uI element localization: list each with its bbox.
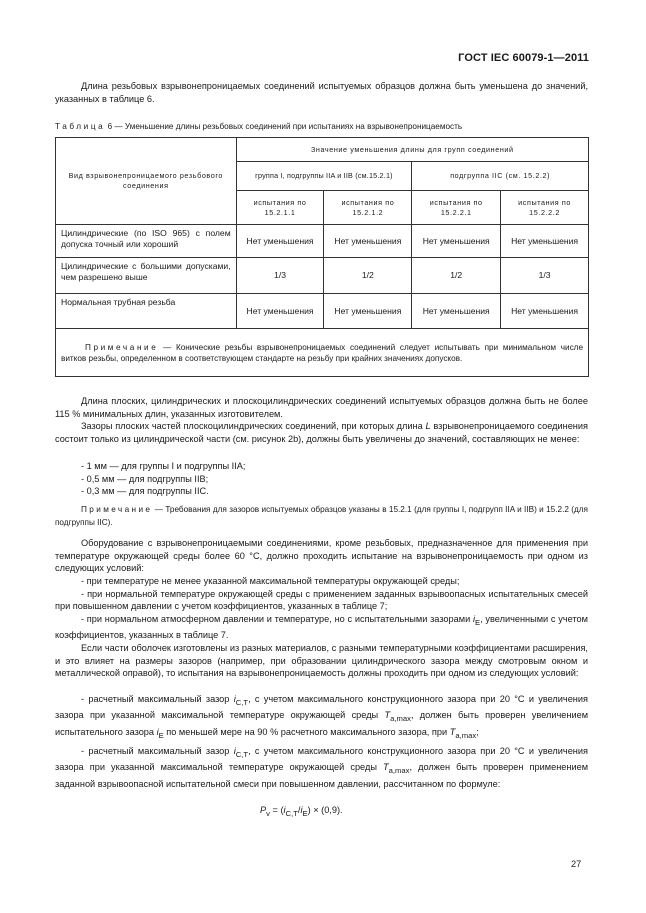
table-cell: 1/2	[412, 258, 501, 294]
text: , с учетом максимального конструкционного зазора при 20 °C и увеличения зазора при указанной максимальной температуре окружающей среды	[55, 746, 588, 773]
formula-text: ) × (0,9).	[307, 805, 343, 815]
text: , должен быть проверен применением заданной взрывоопасной испытательной смеси при повышенном давлении, рассчитанном по формуле:	[55, 762, 589, 789]
formula-text: /	[297, 805, 301, 815]
table-row	[56, 225, 589, 258]
table-cell: Нет уменьшения	[324, 225, 412, 258]
gap-list	[81, 460, 581, 498]
table-cell: 1/3	[501, 258, 589, 294]
table-note-label: Примечание	[85, 342, 159, 352]
symbol-i: i	[283, 805, 286, 815]
subscript: C,T	[235, 749, 249, 759]
table-cell: 1/2	[324, 258, 412, 294]
paragraph-lengths: Длина плоских, цилиндрических и плоскоцилиндрических соединений испытуемых образцов должна быть не более 115 % минимальных длин, указанных изготовителем.	[55, 396, 588, 419]
subscript: a,max	[388, 766, 410, 776]
subscript: C,T	[235, 697, 249, 707]
table-cell: Нет уменьшения	[236, 294, 324, 329]
list-item	[55, 613, 588, 642]
text: - расчетный максимальный зазор	[81, 746, 234, 756]
text: , с учетом максимального конструкционного зазора при 20 °C и увеличения зазора при указанной максимальной температуре окружающей среды	[55, 694, 588, 721]
table-header-group1: группа I, подгруппы IIA и IIB (см.15.2.1)	[236, 162, 412, 191]
subscript: E	[475, 617, 481, 627]
calc-condition-2	[55, 745, 588, 790]
page-number: 27	[571, 859, 582, 869]
subscript: v	[266, 808, 270, 818]
table-cell: Нет уменьшения	[324, 294, 412, 329]
condition-list	[55, 575, 588, 642]
list-item: - при нормальной температуре окружающей среды с применением заданных взрывоопасных испытательных смесей при повышенном давлении с учетом коэффициентов, указанных в таблице 7;	[55, 588, 588, 612]
table-cell: 1/3	[236, 258, 324, 294]
symbol-t: T	[384, 710, 391, 721]
list-item: - при температуре не менее указанной максимальной температуры окружающей среды;	[81, 576, 460, 586]
text: ;	[476, 726, 479, 737]
intro-paragraph: Длина резьбовых взрывонепроницаемых соединений испытуемых образцов должна быть уменьшена до значений, указанных в таблице 6.	[55, 81, 588, 104]
symbol-p: P	[260, 805, 267, 815]
paragraph-gaps-text: Зазоры плоских частей плоскоцилиндрических соединений, при которых длина	[81, 421, 426, 431]
table-subheader: испытания по 15.2.2.1	[412, 191, 501, 225]
calc-condition-1	[55, 693, 588, 742]
table-cell: Нет уменьшения	[501, 294, 589, 329]
symbol-i: i	[472, 613, 475, 624]
paragraph-equipment: Оборудование с взрывонепроницаемыми соединениями, кроме резьбовых, предназначенное для применения при температуре окружающей среды более 60 °C, должно проходить испытание на взрывонепроницаемость при одном из следующих условий:	[55, 538, 588, 574]
table-cell: Нет уменьшения	[412, 225, 501, 258]
table-note	[56, 329, 589, 377]
subscript: E	[302, 808, 308, 818]
table-header-type: Вид взрывонепроницаемого резьбового соединения	[56, 138, 237, 225]
list-item: - 0,3 мм — для подгруппы IIC.	[81, 486, 209, 497]
table-header-span: Значение уменьшения длины для групп соединений	[236, 138, 588, 162]
paragraph-gaps-text: взрывонепроницаемого соединения состоит только из цилиндрической части (см. рисунок 2b), должны быть увеличены до значений, составляющих не менее:	[55, 421, 588, 444]
list-item-text: , увеличенными с учетом коэффициентов, указанных в таблице 7.	[55, 613, 588, 641]
note-label: Примечание	[81, 505, 153, 514]
table-row	[56, 258, 589, 294]
table-subheader: испытания по 15.2.1.1	[236, 191, 324, 225]
list-item: - 0,5 мм — для подгруппы IIB;	[81, 473, 209, 484]
note-gaps	[55, 504, 588, 529]
page-header: ГОСТ IEC 60079-1—2011	[458, 52, 589, 64]
table-cell: Нет уменьшения	[236, 225, 324, 258]
table-row-name: Цилиндрические (по ISO 965) с полем допуска точный или хороший	[56, 225, 237, 258]
symbol-i: i	[233, 694, 236, 704]
pressure-formula	[260, 805, 343, 818]
subscript: a,max	[390, 714, 411, 724]
table-cell: Нет уменьшения	[412, 294, 501, 329]
table-caption-text: 6 — Уменьшение длины резьбовых соединений при испытаниях на взрывонепроницаемость	[105, 122, 463, 131]
symbol-i: i	[300, 805, 303, 815]
table-subheader: испытания по 15.2.1.2	[324, 191, 412, 225]
symbol-l: L	[425, 421, 431, 431]
text: по меньшей мере на 90 % расчетного максимального зазора, при	[163, 726, 450, 737]
table-caption	[55, 122, 595, 131]
paragraph-materials: Если части оболочек изготовлены из разных материалов, с разными температурными коэффициентами расширения, и это влияет на размеры зазоров (например, при образовании цилиндрического зазора между смотровым окном и металлической оправой), то испытания на взрывонепроницаемость должны проходить при одном из следующих условий:	[55, 643, 588, 679]
symbol-t: T	[383, 762, 389, 773]
symbol-i: i	[233, 746, 236, 756]
table-note-text: — Конические резьбы взрывонепроницаемых соединений следует испытывать при минимальном числе витков резьбы, определенном в соответствующем стандарте на резьбу при крайних значениях допусков.	[61, 342, 583, 363]
subscript: a,max	[455, 730, 477, 740]
note-text: — Требования для зазоров испытуемых образцов указаны в 15.2.1 (для группы I, подгрупп IIA и IIB) и 15.2.2 (для подгруппы IIC).	[55, 505, 588, 527]
list-item: - 1 мм — для группы I и подгруппы IIA;	[81, 461, 246, 471]
symbol-i: i	[156, 726, 159, 737]
subscript: E	[158, 730, 164, 740]
table-row-name: Нормальная трубная резьба	[56, 294, 237, 329]
table-header-group2: подгруппа IIC (см. 15.2.2)	[412, 162, 589, 191]
text: , должен быть проверен увеличением испытательного зазора	[55, 710, 589, 737]
table-row-name: Цилиндрические с большими допусками, чем разрешено выше	[56, 258, 237, 294]
text: - расчетный максимальный зазор	[81, 694, 234, 704]
table-caption-label: Таблица	[55, 122, 106, 131]
list-item-text: - при нормальном атмосферном давлении и температуре, но с испытательными зазорами	[81, 613, 473, 624]
paragraph-gaps	[55, 420, 588, 445]
thread-reduction-table	[55, 137, 589, 377]
symbol-t: T	[449, 726, 456, 737]
subscript: C,T	[285, 808, 298, 818]
table-row	[56, 294, 589, 329]
table-cell: Нет уменьшения	[501, 225, 589, 258]
table-subheader: испытания по 15.2.2.2	[501, 191, 589, 225]
formula-text: = (	[269, 805, 284, 815]
